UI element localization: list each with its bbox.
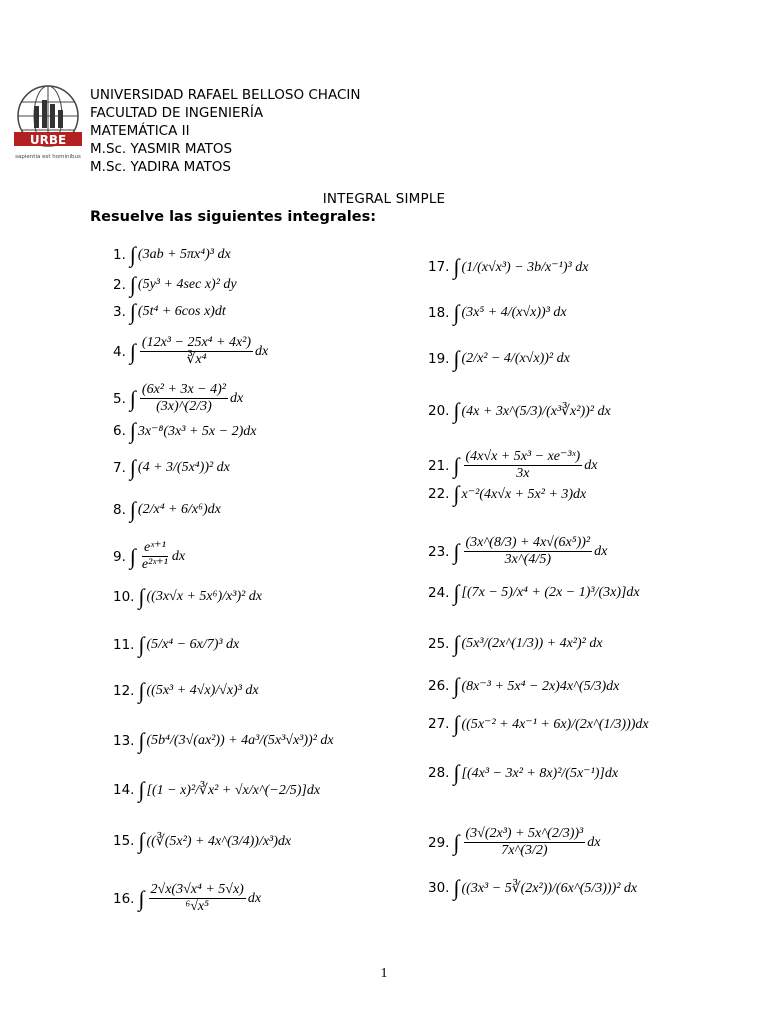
numerator: (6x² + 3x − 4)² <box>141 382 226 397</box>
integral-sign-icon: ∫ <box>129 338 136 364</box>
integral-problem <box>428 633 603 655</box>
integral-problem <box>428 535 607 568</box>
problem-number: 25. <box>428 636 450 652</box>
integral-problem <box>113 244 231 266</box>
integrand-fraction <box>464 826 586 859</box>
instruction-text: Resuelve las siguientes integrales: <box>90 209 377 225</box>
problem-number: 30. <box>428 880 450 896</box>
integral-problem <box>428 762 618 784</box>
integral-problem <box>428 348 570 370</box>
integrand-expression: (5b⁴/(3√(ax²)) + 4a³/(5x³√x³))² dx <box>146 733 334 748</box>
problem-number: 12. <box>113 683 135 699</box>
integral-problem <box>428 713 649 735</box>
integrand-expression: ((3x√x + 5x⁶)/x³)² dx <box>146 589 263 604</box>
integral-sign-icon: ∫ <box>129 543 136 569</box>
integrand-expression: (5/x⁴ − 6x/7)³ dx <box>146 637 240 652</box>
differential: dx <box>247 890 262 906</box>
integral-problem <box>113 301 226 323</box>
problem-number: 13. <box>113 733 135 749</box>
integral-problem <box>113 499 221 521</box>
problem-number: 10. <box>113 589 135 605</box>
university-name: UNIVERSIDAD RAFAEL BELLOSO CHACIN <box>90 87 361 103</box>
numerator: eˣ⁺¹ <box>144 540 166 555</box>
integral-sign-icon: ∫ <box>129 242 136 267</box>
integrand-fraction <box>140 540 170 573</box>
numerator: (4x√x + 5x³ − xe⁻³ˣ) <box>465 449 581 464</box>
integral-problem <box>428 826 600 859</box>
integral-sign-icon: ∫ <box>129 272 136 297</box>
integrand-expression: (5t⁴ + 6cos x)dt <box>137 304 226 319</box>
integrand-expression: (5y³ + 4sec x)² dy <box>137 277 237 292</box>
integral-problem <box>428 483 586 505</box>
differential: dx <box>171 548 186 564</box>
integrand-expression: (3ab + 5πx⁴)³ dx <box>137 247 231 262</box>
integral-sign-icon: ∫ <box>453 711 460 736</box>
integral-sign-icon: ∫ <box>453 300 460 325</box>
integral-problem <box>113 680 259 702</box>
integral-sign-icon: ∫ <box>129 299 136 324</box>
problem-number: 29. <box>428 834 450 851</box>
problem-number: 16. <box>113 890 135 907</box>
differential: dx <box>229 390 244 406</box>
problem-number: 11. <box>113 637 135 653</box>
integral-sign-icon: ∫ <box>138 632 145 657</box>
integral-problem <box>428 675 619 697</box>
integrand-expression: ((∛(5x²) + 4x^(3/4))/x³)dx <box>146 833 292 849</box>
svg-text:URBE: URBE <box>29 133 67 147</box>
integral-sign-icon: ∫ <box>129 455 136 480</box>
course-name: MATEMÁTICA II <box>90 123 190 139</box>
integral-sign-icon: ∫ <box>453 452 460 478</box>
integrand-fraction <box>140 382 228 415</box>
problem-number: 7. <box>113 460 126 476</box>
integral-sign-icon: ∫ <box>129 497 136 522</box>
integrand-fraction <box>149 882 246 915</box>
document-title: INTEGRAL SIMPLE <box>322 191 446 207</box>
problem-number: 3. <box>113 304 126 320</box>
integrand-expression: [(4x³ − 3x² + 8x)²/(5x⁻¹)]dx <box>461 765 619 781</box>
denominator: 3x <box>516 466 530 481</box>
integral-sign-icon: ∫ <box>453 481 460 506</box>
integrand-expression: (4 + 3/(5x⁴))² dx <box>137 460 230 475</box>
problem-number: 23. <box>428 543 450 560</box>
integral-problem <box>113 634 239 656</box>
problem-number: 5. <box>113 390 126 407</box>
differential: dx <box>584 457 598 473</box>
integral-sign-icon: ∫ <box>138 728 145 753</box>
integral-problem <box>428 302 567 324</box>
numerator: (12x³ − 25x⁴ + 4x²) <box>141 335 252 350</box>
page-number: 1 <box>380 966 388 981</box>
numerator: (3√(2x³) + 5x^(2/3))³ <box>465 826 584 841</box>
integrand-expression: 3x⁻⁸(3x³ + 5x − 2)dx <box>137 423 257 439</box>
problem-number: 8. <box>113 502 126 518</box>
integral-problem <box>428 582 640 604</box>
integrand-fraction <box>464 449 583 482</box>
integral-problem <box>113 335 268 368</box>
integrand-expression: (2/x² − 4/(x√x))² dx <box>461 351 570 366</box>
numerator: 2√x(3√x⁴ + 5√x) <box>150 882 244 897</box>
integral-sign-icon: ∫ <box>453 673 460 698</box>
svg-text:sapientia est hominibus: sapientia est hominibus <box>15 154 81 160</box>
integral-problem <box>428 877 637 899</box>
integrand-expression: x⁻²(4x√x + 5x² + 3)dx <box>461 486 587 502</box>
integral-problem <box>113 882 261 915</box>
integral-sign-icon: ∫ <box>138 885 145 911</box>
problem-number: 9. <box>113 548 126 565</box>
integral-problem <box>428 400 611 422</box>
integrand-expression: (2/x⁴ + 6/x⁶)dx <box>137 502 221 517</box>
integrand-fraction <box>464 535 593 568</box>
problem-number: 4. <box>113 343 126 360</box>
denominator: (3x)^(2/3) <box>156 399 212 414</box>
integrand-fraction <box>140 335 253 368</box>
integrand-expression: (1/(x√x³) − 3b/x⁻¹)³ dx <box>461 259 589 275</box>
problem-number: 24. <box>428 585 450 601</box>
integral-sign-icon: ∫ <box>453 760 460 785</box>
problem-number: 19. <box>428 351 450 367</box>
integral-sign-icon: ∫ <box>453 254 460 279</box>
differential: dx <box>587 834 601 850</box>
integral-problem <box>113 540 185 573</box>
integral-sign-icon: ∫ <box>138 584 145 609</box>
integral-sign-icon: ∫ <box>453 875 460 900</box>
integrand-expression: (8x⁻³ + 5x⁴ − 2x)4x^(5/3)dx <box>461 678 620 694</box>
integrand-expression: ((3x³ − 5∛(2x²))/(6x^(5/3)))² dx <box>461 880 638 896</box>
differential: dx <box>594 543 608 559</box>
integral-problem <box>113 586 262 608</box>
problem-number: 22. <box>428 486 450 502</box>
problem-number: 18. <box>428 305 450 321</box>
integral-sign-icon: ∫ <box>138 678 145 703</box>
integral-sign-icon: ∫ <box>129 385 136 411</box>
integral-problem <box>113 420 256 442</box>
integral-problem <box>428 449 597 482</box>
integral-sign-icon: ∫ <box>453 829 460 855</box>
denominator: 7x^(3/2) <box>501 843 548 858</box>
integrand-expression: ((5x⁻² + 4x⁻¹ + 6x)/(2x^(1/3)))dx <box>461 716 649 732</box>
denominator: e²ˣ⁺¹ <box>141 557 168 572</box>
numerator: (3x^(8/3) + 4x√(6x⁵))² <box>465 535 591 550</box>
integral-sign-icon: ∫ <box>453 398 460 423</box>
integrand-expression: ((5x³ + 4√x)/√x)³ dx <box>146 683 259 698</box>
integral-problem <box>113 274 237 296</box>
integral-problem <box>113 779 320 801</box>
teacher-name: M.Sc. YADIRA MATOS <box>90 159 231 175</box>
integral-sign-icon: ∫ <box>453 538 460 564</box>
problem-number: 26. <box>428 678 450 694</box>
integrand-expression: [(1 − x)²/∛x² + √x/x^(−2/5)]dx <box>146 782 321 798</box>
integral-problem <box>113 382 243 415</box>
institution-header <box>90 86 360 176</box>
integral-problem <box>428 256 588 278</box>
integrand-expression: (5x³/(2x^(1/3)) + 4x²)² dx <box>461 636 603 651</box>
integral-sign-icon: ∫ <box>453 631 460 656</box>
problem-number: 1. <box>113 247 126 263</box>
denominator: 3x^(4/5) <box>504 552 551 567</box>
denominator: ⁶√x⁵ <box>185 899 209 914</box>
integral-sign-icon: ∫ <box>138 777 145 802</box>
integral-sign-icon: ∫ <box>138 828 145 853</box>
integral-problem <box>113 730 334 752</box>
faculty-name: FACULTAD DE INGENIERÍA <box>90 105 264 121</box>
integral-problem <box>113 830 291 852</box>
urbe-logo <box>12 82 84 164</box>
problem-number: 17. <box>428 259 450 275</box>
integral-sign-icon: ∫ <box>453 580 460 605</box>
problem-number: 15. <box>113 833 135 849</box>
integrand-expression: [(7x − 5)/x⁴ + (2x − 1)³/(3x)]dx <box>461 585 640 600</box>
integrand-expression: (3x⁵ + 4/(x√x))³ dx <box>461 305 567 320</box>
integral-sign-icon: ∫ <box>453 346 460 371</box>
globe-logo-icon <box>12 82 84 164</box>
denominator: ∛x⁴ <box>186 352 207 367</box>
teacher-name: M.Sc. YASMIR MATOS <box>90 141 233 157</box>
problem-number: 2. <box>113 277 126 293</box>
problem-number: 14. <box>113 782 135 798</box>
problem-number: 20. <box>428 403 450 419</box>
differential: dx <box>255 343 269 359</box>
problem-number: 21. <box>428 457 450 474</box>
integrand-expression: (4x + 3x^(5/3)/(x³∛x²))² dx <box>461 403 611 419</box>
problem-number: 27. <box>428 716 450 732</box>
problem-number: 28. <box>428 765 450 781</box>
problem-number: 6. <box>113 423 126 439</box>
integral-problem <box>113 457 230 479</box>
integral-sign-icon: ∫ <box>129 418 136 443</box>
